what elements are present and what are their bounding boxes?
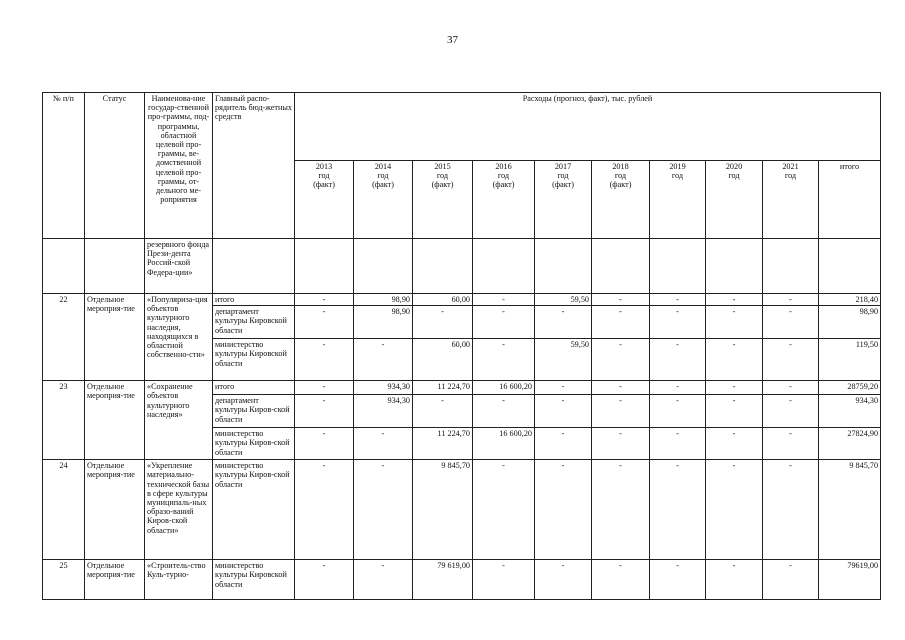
cell-value: -: [592, 339, 650, 381]
cell-value: 59,50: [535, 294, 592, 306]
row-admin: министерство культуры Киров-ской области: [213, 428, 295, 460]
cell-value: -: [354, 460, 413, 560]
cell-value: 60,00: [413, 339, 473, 381]
header-program-name: Наименова-ние государ-ственной про-граммы, под-программы, областной целевой про-граммы, ве-домственной целевой про-граммы, от-дельного ме-роприятия: [145, 93, 213, 239]
cell-value: -: [295, 560, 354, 600]
cell-value: -: [650, 395, 706, 428]
cell-value: -: [706, 460, 763, 560]
expenses-table: [42, 92, 881, 600]
cell-value: -: [295, 339, 354, 381]
cell-value: 98,90: [354, 294, 413, 306]
cell-value: 934,30: [354, 381, 413, 395]
cell-value: -: [592, 381, 650, 395]
header-status: Статус: [85, 93, 145, 239]
cell-value: -: [592, 560, 650, 600]
cell-value: -: [354, 339, 413, 381]
header-total: итого: [819, 161, 881, 239]
cell-value: 59,50: [535, 339, 592, 381]
header-year-2016: 2016 год (факт): [473, 161, 535, 239]
header-year-2021: 2021 год: [763, 161, 819, 239]
cell-total: 98,90: [819, 306, 881, 339]
cell-value: -: [650, 428, 706, 460]
row-admin: департамент культуры Киров-ской области: [213, 395, 295, 428]
cell-value: -: [763, 339, 819, 381]
table-row: [43, 381, 881, 395]
cell-value: -: [706, 428, 763, 460]
header-year-2014: 2014 год (факт): [354, 161, 413, 239]
cell-value: 9 845,70: [413, 460, 473, 560]
cell-value: 11 224,70: [413, 381, 473, 395]
cell-total: 934,30: [819, 395, 881, 428]
cell-value: -: [763, 395, 819, 428]
row-number: 22: [43, 294, 85, 381]
cell-value: -: [592, 428, 650, 460]
row-name: «Укрепление материально-технической базы в сфере культуры муниципаль-ных образо-ваний Киров-ской области»: [145, 460, 213, 560]
cell-value: -: [473, 560, 535, 600]
cell-value: -: [650, 460, 706, 560]
cell-value: -: [535, 560, 592, 600]
cell-value: -: [706, 306, 763, 339]
cell-value: -: [592, 294, 650, 306]
cell-value: -: [295, 460, 354, 560]
cell-value: 16 600,20: [473, 381, 535, 395]
cell-total: 79619,00: [819, 560, 881, 600]
cell-value: -: [650, 381, 706, 395]
cell-value: -: [413, 306, 473, 339]
row-name: «Строитель-ство Куль-турно-: [145, 560, 213, 600]
header-row: [43, 93, 881, 161]
cell-value: -: [473, 306, 535, 339]
header-year-2017: 2017 год (факт): [535, 161, 592, 239]
row-name: «Сохранение объектов культурного наследия»: [145, 381, 213, 460]
header-year-2020: 2020 год: [706, 161, 763, 239]
cell-value: -: [763, 306, 819, 339]
row-status: Отдельное мероприя-тие: [85, 381, 145, 460]
cell-value: -: [706, 339, 763, 381]
cell-value: -: [535, 306, 592, 339]
cell-value: -: [473, 294, 535, 306]
table-row: [43, 294, 881, 306]
cell-value: -: [592, 460, 650, 560]
cell-value: -: [295, 294, 354, 306]
cell-value: -: [535, 460, 592, 560]
cell-value: 79 619,00: [413, 560, 473, 600]
row-status: Отдельное мероприя-тие: [85, 294, 145, 381]
cell-total: 218,40: [819, 294, 881, 306]
cell-value: -: [535, 395, 592, 428]
cell-value: -: [650, 560, 706, 600]
cell-value: -: [650, 339, 706, 381]
cell-value: -: [295, 381, 354, 395]
cell-value: -: [295, 428, 354, 460]
row-status: Отдельное мероприя-тие: [85, 460, 145, 560]
row-number: 23: [43, 381, 85, 460]
cell-value: 11 224,70: [413, 428, 473, 460]
cell-value: -: [354, 560, 413, 600]
cell-value: -: [706, 395, 763, 428]
cell-value: -: [706, 294, 763, 306]
continuation-name: резервного фонда Прези-дента Россий-ской Федера-ции»: [145, 239, 213, 294]
page-number: 37: [447, 34, 458, 46]
header-year-2019: 2019 год: [650, 161, 706, 239]
cell-total: 119,50: [819, 339, 881, 381]
table-row: [43, 560, 881, 600]
cell-value: -: [706, 560, 763, 600]
cell-value: -: [650, 306, 706, 339]
row-admin: департамент культуры Кировской области: [213, 306, 295, 339]
cell-value: 934,30: [354, 395, 413, 428]
cell-total: 28759,20: [819, 381, 881, 395]
continuation-row: [43, 239, 881, 294]
cell-value: -: [592, 306, 650, 339]
cell-value: -: [295, 306, 354, 339]
header-admin: Главный распо-рядитель бюд-жетных средств: [213, 93, 295, 239]
row-admin: итого: [213, 294, 295, 306]
table-row: [43, 460, 881, 560]
cell-value: -: [763, 381, 819, 395]
row-admin: министерство культуры Киров-ской области: [213, 460, 295, 560]
cell-value: -: [473, 339, 535, 381]
header-num: № п/п: [43, 93, 85, 239]
row-admin: министерство культуры Кировской области: [213, 339, 295, 381]
cell-value: -: [295, 395, 354, 428]
cell-value: 98,90: [354, 306, 413, 339]
cell-value: -: [592, 395, 650, 428]
header-expenses: Расходы (прогноз, факт), тыс. рублей: [295, 93, 881, 161]
cell-total: 27824,90: [819, 428, 881, 460]
header-year-2013: 2013 год (факт): [295, 161, 354, 239]
cell-value: 60,00: [413, 294, 473, 306]
cell-value: -: [535, 428, 592, 460]
cell-value: -: [413, 395, 473, 428]
cell-value: -: [473, 395, 535, 428]
cell-value: -: [763, 460, 819, 560]
row-number: 24: [43, 460, 85, 560]
row-status: Отдельное мероприя-тие: [85, 560, 145, 600]
row-admin: министерство культуры Кировской области: [213, 560, 295, 600]
header-year-2018: 2018 год (факт): [592, 161, 650, 239]
row-admin: итого: [213, 381, 295, 395]
cell-value: -: [763, 428, 819, 460]
cell-value: -: [650, 294, 706, 306]
cell-value: -: [763, 560, 819, 600]
cell-value: -: [763, 294, 819, 306]
cell-value: -: [706, 381, 763, 395]
cell-value: -: [535, 381, 592, 395]
cell-value: 16 600,20: [473, 428, 535, 460]
header-year-2015: 2015 год (факт): [413, 161, 473, 239]
row-number: 25: [43, 560, 85, 600]
cell-value: -: [473, 460, 535, 560]
row-name: «Популяриза-ция объектов культурного наследия, находящихся в областной собственно-сти»: [145, 294, 213, 381]
cell-value: -: [354, 428, 413, 460]
cell-total: 9 845,70: [819, 460, 881, 560]
